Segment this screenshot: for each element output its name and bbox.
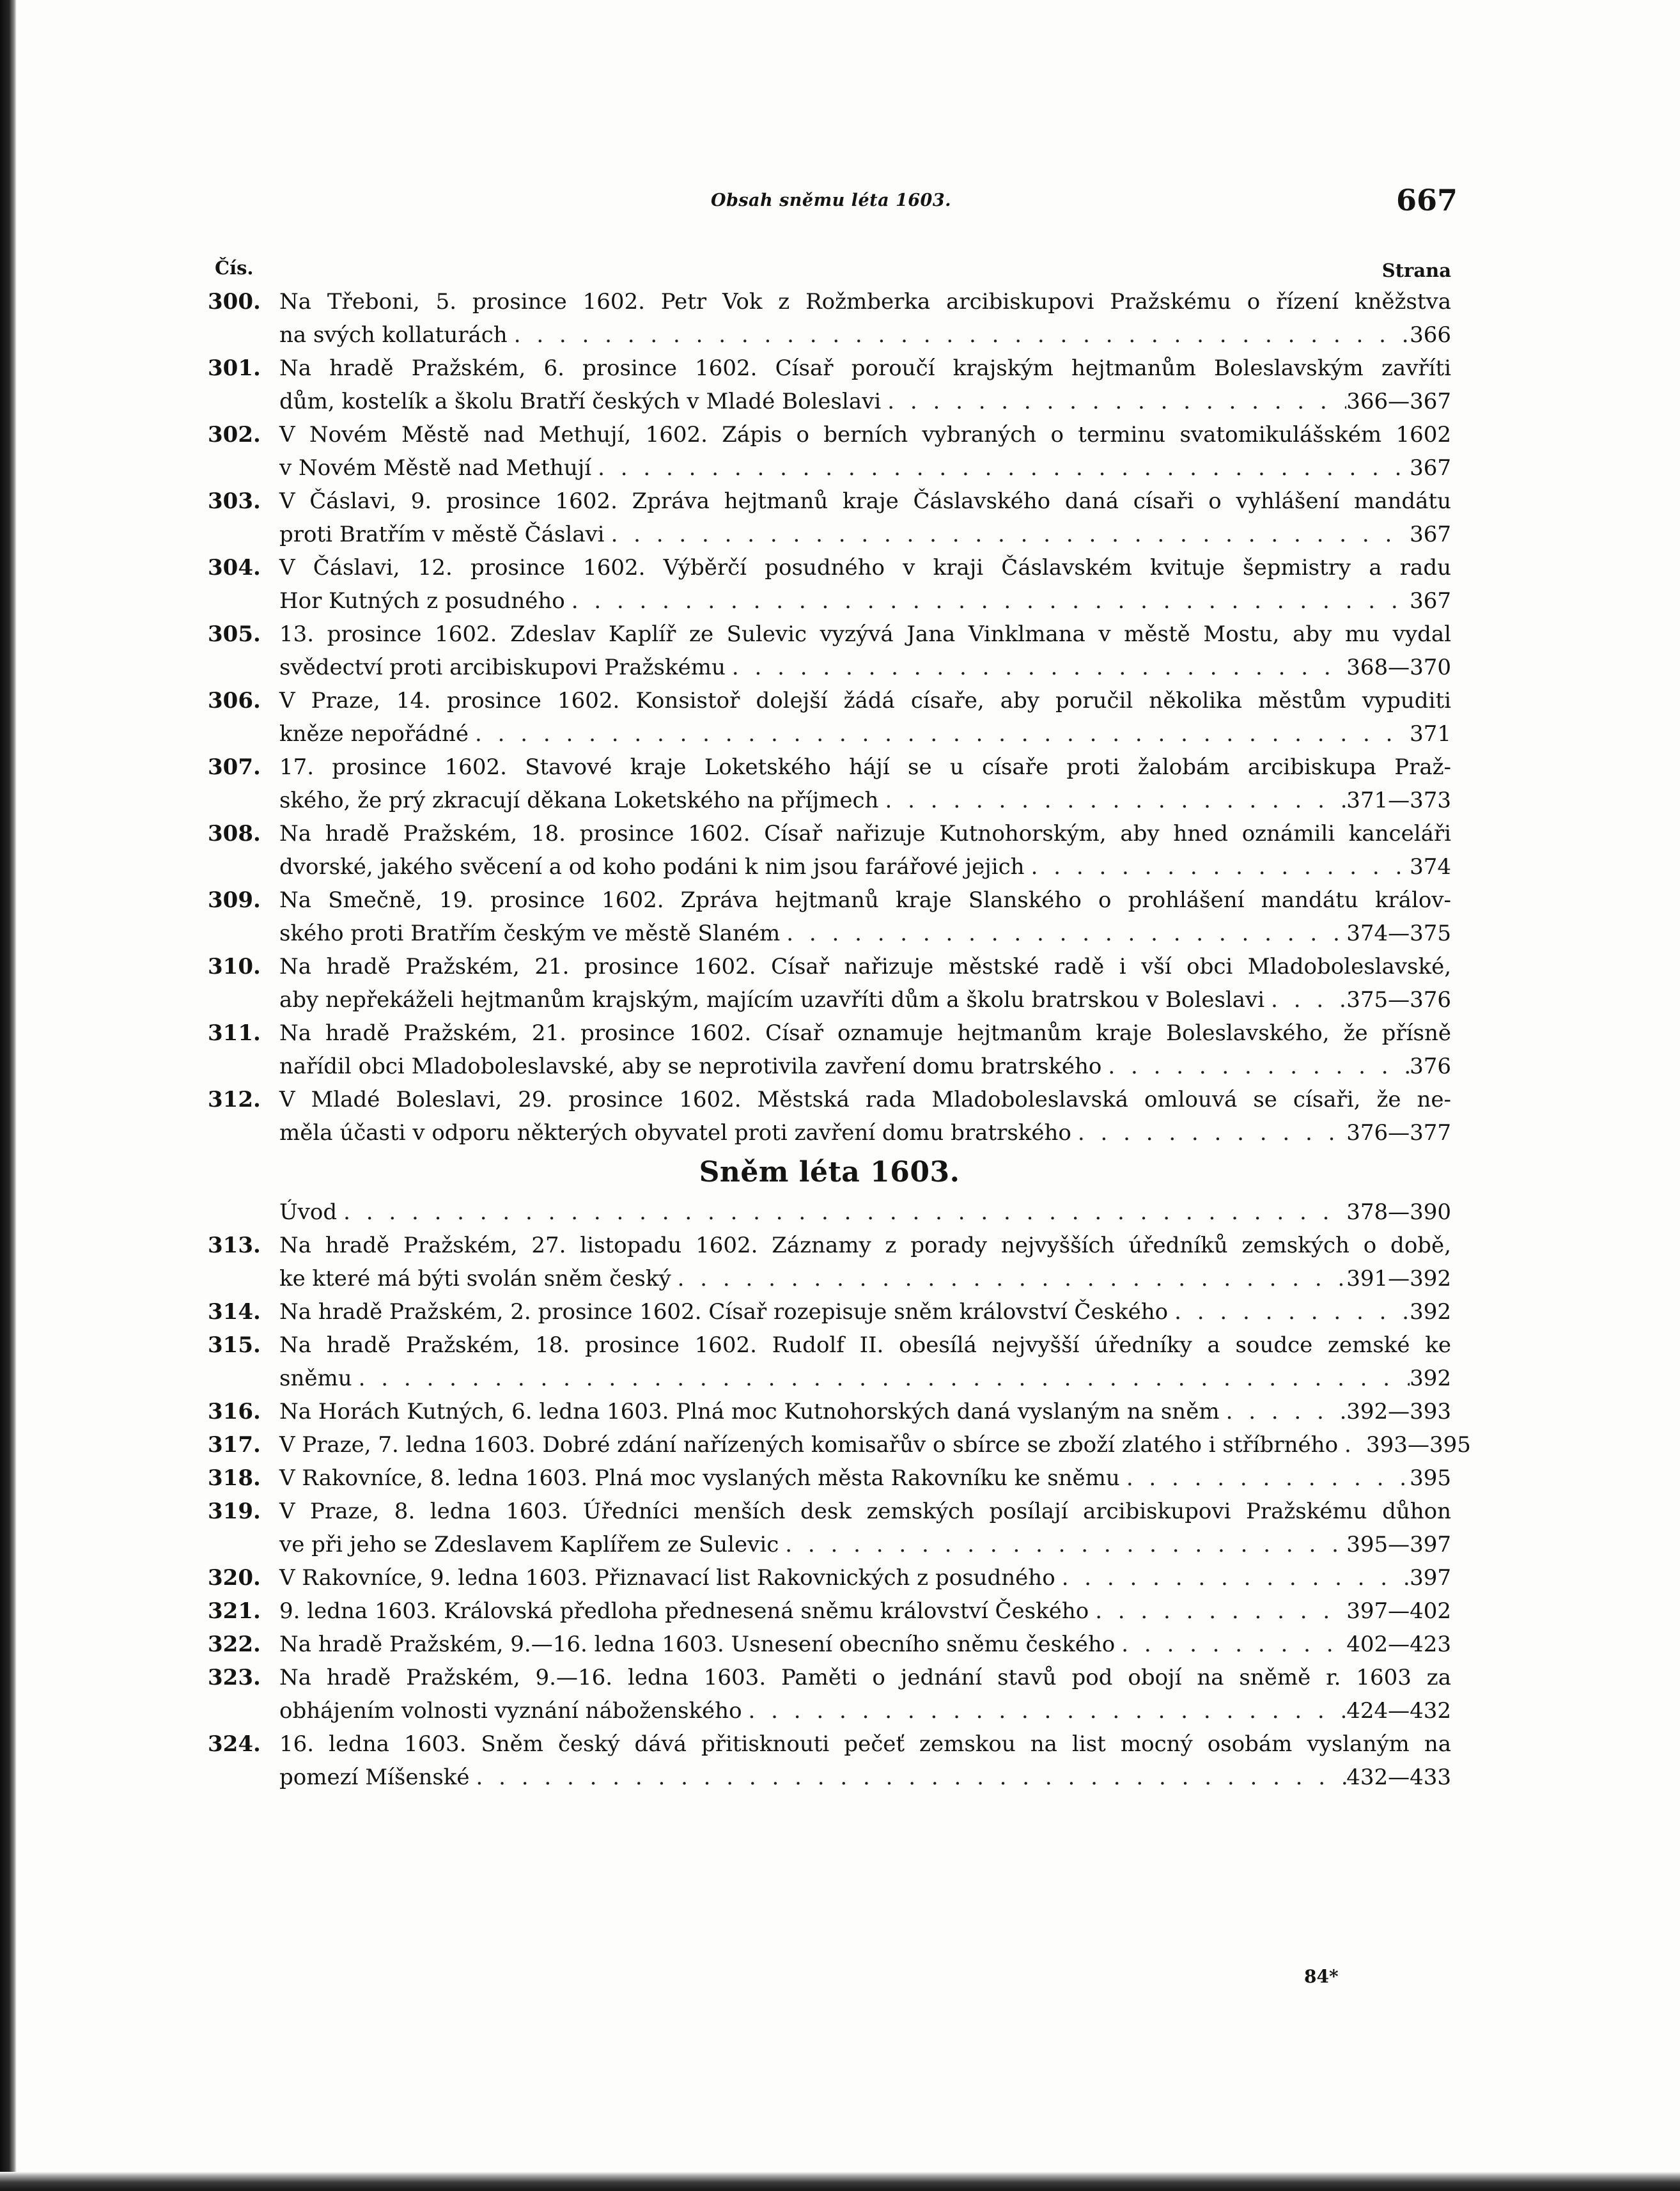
entry-body	[279, 950, 1451, 1017]
entry-last-text: 9. ledna 1603. Královská předloha přednesená sněmu království Českého	[279, 1598, 1089, 1624]
entry-number: 323.	[208, 1665, 261, 1690]
entry-last-text: dvorské, jakého svěcení a od koho podáni k nim jsou farářové jejich	[279, 854, 1025, 880]
entry-last-text: proti Bratřím v městě Čáslavi	[279, 522, 605, 547]
entry-number: 302.	[208, 422, 261, 448]
toc-entry	[208, 751, 1451, 817]
entry-body	[279, 1727, 1451, 1794]
dot-leader	[779, 1528, 1346, 1561]
entry-number: 303.	[208, 488, 261, 514]
toc-entry	[208, 352, 1451, 418]
entry-description: Na hradě Pražském, 21. prosince 1602. Císař nařizuje městské radě i vší obci Mladoboleslavské,	[279, 954, 1451, 979]
dot-leader	[1101, 1050, 1410, 1083]
entry-last-text: aby nepřekáželi hejtmanům krajským, majícím uzavříti dům a školu bratrskou v Boleslavi	[279, 987, 1265, 1013]
entry-page: 397	[1410, 1565, 1451, 1591]
entry-description: V Čáslavi, 12. prosince 1602. Výběrčí posudného v kraji Čáslavském kvituje šepmistry a radu	[279, 555, 1451, 581]
entry-last-line	[279, 584, 1451, 618]
dot-leader	[565, 584, 1410, 618]
entry-body	[279, 1628, 1451, 1661]
entry-page: 378—390	[1346, 1199, 1451, 1225]
toc-entry	[208, 618, 1451, 684]
dot-leader	[337, 1196, 1346, 1229]
toc-entry	[208, 551, 1451, 618]
entry-last-line	[279, 850, 1451, 884]
page-number: 667	[1396, 183, 1458, 217]
entry-last-line	[279, 1462, 1451, 1495]
entry-body	[279, 1229, 1451, 1295]
toc-entry	[208, 1462, 1451, 1495]
entry-last-text: ve při jeho se Zdeslavem Kaplířem ze Sulevic	[279, 1532, 779, 1557]
entry-last-text: ke které má býti svolán sněm český	[279, 1266, 671, 1291]
entry-last-line	[279, 651, 1451, 684]
toc-entry	[208, 285, 1451, 352]
entry-number: 312.	[208, 1087, 261, 1112]
toc-entry	[208, 1083, 1451, 1150]
toc-entry	[208, 1196, 1451, 1229]
entry-last-line	[279, 1694, 1451, 1727]
entry-body	[279, 1196, 1451, 1229]
toc-entry	[208, 418, 1451, 485]
entry-number: 301.	[208, 355, 261, 381]
dot-leader	[1025, 850, 1410, 884]
scan-bottom-edge	[0, 2172, 1680, 2191]
entry-page: 391—392	[1346, 1266, 1451, 1291]
entry-body	[279, 1595, 1451, 1628]
entry-last-text: obhájením volnosti vyznání náboženského	[279, 1698, 742, 1724]
entry-last-line	[279, 1561, 1451, 1595]
entry-page: 402—423	[1346, 1632, 1451, 1657]
entry-last-line	[279, 451, 1451, 485]
entry-description: V Čáslavi, 9. prosince 1602. Zpráva hejtmanů kraje Čáslavského daná císaři o vyhlášení mandátu	[279, 488, 1451, 514]
entry-number: 317.	[208, 1432, 261, 1458]
dot-leader	[742, 1694, 1347, 1727]
dot-leader	[1071, 1116, 1346, 1150]
entry-number: 322.	[208, 1632, 261, 1657]
dot-leader	[881, 385, 1346, 418]
entry-number: 318.	[208, 1465, 261, 1491]
entry-last-text: Na hradě Pražském, 2. prosince 1602. Císař rozepisuje sněm království Českého	[279, 1299, 1169, 1325]
toc-entry	[208, 485, 1451, 551]
entry-page: 375—376	[1346, 987, 1451, 1013]
entry-body	[279, 884, 1451, 950]
toc-entry	[208, 1395, 1451, 1428]
entry-body	[279, 1428, 1471, 1462]
entry-body	[279, 684, 1451, 751]
entry-page: 366—367	[1346, 389, 1451, 414]
entry-number: 319.	[208, 1499, 261, 1524]
entry-last-line	[279, 983, 1451, 1017]
entry-last-line	[279, 318, 1451, 352]
entry-last-line	[279, 1050, 1451, 1083]
entry-last-line	[279, 1761, 1451, 1794]
entry-body	[279, 1495, 1451, 1561]
entry-number: 309.	[208, 887, 261, 913]
entry-description: Na Třeboni, 5. prosince 1602. Petr Vok z Rožmberka arcibiskupovi Pražskému o řízení kněžstva	[279, 289, 1451, 315]
entry-number: 313.	[208, 1233, 261, 1258]
column-header-number: Čís.	[215, 257, 254, 279]
entry-last-text: nařídil obci Mladoboleslavské, aby se neprotivila zavření domu bratrského	[279, 1054, 1102, 1079]
entry-last-text: ského, že prý zkracují děkana Loketského na příjmech	[279, 788, 879, 813]
entry-description: Na hradě Pražském, 27. listopadu 1602. Záznamy z porady nejvyšších úředníků zemských o době,	[279, 1233, 1451, 1258]
entry-last-text: V Rakovníce, 9. ledna 1603. Přiznavací list Rakovnických z posudného	[279, 1565, 1055, 1591]
entry-page: 371	[1410, 721, 1451, 747]
entry-description: Na hradě Pražském, 9.—16. ledna 1603. Paměti o jednání stavů pod obojí na sněmě r. 1603 za	[279, 1665, 1451, 1690]
toc-entry	[208, 1561, 1451, 1595]
toc-entry	[208, 1628, 1451, 1661]
dot-leader	[1089, 1595, 1346, 1628]
entry-page: 367	[1410, 455, 1451, 481]
entry-last-line	[279, 1395, 1451, 1428]
dot-leader	[591, 451, 1410, 485]
entry-last-line	[279, 917, 1451, 950]
entry-number: 320.	[208, 1565, 261, 1591]
dot-leader	[1168, 1295, 1410, 1329]
entry-page: 392	[1410, 1366, 1451, 1391]
entry-page: 392—393	[1346, 1399, 1451, 1424]
dot-leader	[780, 917, 1346, 950]
entry-description: 17. prosince 1602. Stavové kraje Loketského hájí se u císaře proti žalobám arcibiskupa Praž-	[279, 754, 1451, 780]
entry-page: 368—370	[1346, 655, 1451, 680]
dot-leader	[1120, 1462, 1410, 1495]
entry-number: 315.	[208, 1332, 261, 1358]
entry-description: 16. ledna 1603. Sněm český dává přitisknouti pečeť zemskou na list mocný osobám vyslaným na	[279, 1731, 1451, 1757]
entry-last-line	[279, 1428, 1471, 1462]
toc-entry	[208, 1661, 1451, 1727]
toc-entry	[208, 1727, 1451, 1794]
entry-body	[279, 1661, 1451, 1727]
entry-number: 304.	[208, 555, 261, 581]
entry-description: Na hradě Pražském, 21. prosince 1602. Císař oznamuje hejtmanům kraje Boleslavského, že přísně	[279, 1020, 1451, 1046]
dot-leader	[605, 518, 1410, 551]
entry-body	[279, 1017, 1451, 1083]
entry-description: Na hradě Pražském, 18. prosince 1602. Rudolf II. obesílá nejvyšší úředníky a soudce zemské ke	[279, 1332, 1451, 1358]
entry-page: 376—377	[1346, 1120, 1451, 1146]
entry-last-line	[279, 784, 1451, 817]
entry-description: Na Smečně, 19. prosince 1602. Zpráva hejtmanů kraje Slanského o prohlášení mandátu králov-	[279, 887, 1451, 913]
entry-last-text: Úvod	[279, 1199, 338, 1225]
entry-page: 392	[1410, 1299, 1451, 1325]
dot-leader	[1338, 1428, 1366, 1462]
toc-entry	[208, 1295, 1451, 1329]
entry-last-line	[279, 1628, 1451, 1661]
toc-entry	[208, 1017, 1451, 1083]
running-header: Obsah sněmu léta 1603.	[710, 191, 952, 210]
toc-entry	[208, 1595, 1451, 1628]
dot-leader	[469, 717, 1410, 751]
entry-number: 316.	[208, 1399, 261, 1424]
entry-number: 310.	[208, 954, 261, 979]
entry-last-line	[279, 1528, 1451, 1561]
entry-body	[279, 1329, 1451, 1395]
dot-leader	[1264, 983, 1346, 1017]
dot-leader	[1115, 1628, 1346, 1661]
toc-entry	[208, 1329, 1451, 1395]
entry-description: V Mladé Boleslavi, 29. prosince 1602. Městská rada Mladoboleslavská omlouvá se císaři, že ne-	[279, 1087, 1451, 1112]
entry-last-text: Hor Kutných z posudného	[279, 588, 565, 614]
entry-description: V Novém Městě nad Methují, 1602. Zápis o berních vybraných o terminu svatomikulášském 1602	[279, 422, 1451, 448]
entry-page: 367	[1410, 588, 1451, 614]
entry-body	[279, 285, 1451, 352]
entry-body	[279, 1083, 1451, 1150]
entry-number: 321.	[208, 1598, 261, 1624]
entry-body	[279, 817, 1451, 884]
entry-page: 374—375	[1346, 921, 1451, 946]
entry-page: 395	[1410, 1465, 1451, 1491]
entry-page: 371—373	[1346, 788, 1451, 813]
entry-body	[279, 618, 1451, 684]
entry-body	[279, 1295, 1451, 1329]
entry-last-text: kněze nepořádné	[279, 721, 469, 747]
entry-page: 397—402	[1346, 1598, 1451, 1624]
entry-last-text: v Novém Městě nad Methují	[279, 455, 592, 481]
entry-number: 306.	[208, 688, 261, 713]
entry-number: 300.	[208, 289, 261, 315]
toc-list-1603	[208, 1196, 1471, 1794]
toc-entry	[208, 950, 1451, 1017]
entry-last-text: měla účasti v odporu některých obyvatel proti zavření domu bratrského	[279, 1120, 1071, 1146]
entry-number: 305.	[208, 621, 261, 647]
toc-entry	[208, 817, 1451, 884]
entry-page: 393—395	[1366, 1432, 1471, 1458]
dot-leader	[878, 784, 1346, 817]
entry-last-line	[279, 385, 1451, 418]
dot-leader	[508, 318, 1410, 352]
column-header-page: Strana	[1381, 260, 1451, 281]
entry-description: V Praze, 14. prosince 1602. Konsistoř dolejší žádá císaře, aby poručil několika městům vypuditi	[279, 688, 1451, 713]
entry-last-line	[279, 717, 1451, 751]
entry-body	[279, 485, 1451, 551]
toc-entry	[208, 1428, 1471, 1462]
entry-body	[279, 352, 1451, 418]
entry-last-line	[279, 1262, 1451, 1295]
dot-leader	[1220, 1395, 1347, 1428]
entry-description: V Praze, 8. ledna 1603. Úředníci menších desk zemských posílají arcibiskupovi Pražskému důhon	[279, 1499, 1451, 1524]
entry-last-text: pomezí Míšenské	[279, 1765, 470, 1790]
dot-leader	[726, 651, 1346, 684]
entry-number: 324.	[208, 1731, 261, 1757]
dot-leader	[671, 1262, 1347, 1295]
entry-last-text: Na hradě Pražském, 9.—16. ledna 1603. Usnesení obecního sněmu českého	[279, 1632, 1116, 1657]
entry-page: 432—433	[1346, 1765, 1451, 1790]
toc-entry	[208, 884, 1451, 950]
entry-description: 13. prosince 1602. Zdeslav Kaplíř ze Sulevic vyzývá Jana Vinklmana v městě Mostu, aby mu vydal	[279, 621, 1451, 647]
entry-body	[279, 551, 1451, 618]
entry-last-text: dům, kostelík a školu Bratří českých v Mladé Boleslavi	[279, 389, 882, 414]
entry-description: Na hradě Pražském, 6. prosince 1602. Císař poroučí krajským hejtmanům Boleslavským zavříti	[279, 355, 1451, 381]
entry-number: 311.	[208, 1020, 261, 1046]
entry-page: 424—432	[1346, 1698, 1451, 1724]
entry-last-line	[279, 1196, 1451, 1229]
entry-body	[279, 1462, 1451, 1495]
entry-page: 366	[1410, 322, 1451, 348]
entry-body	[279, 1561, 1451, 1595]
entry-page: 395—397	[1346, 1532, 1451, 1557]
entry-last-line	[279, 1595, 1451, 1628]
entry-body	[279, 418, 1451, 485]
entry-last-text: ského proti Bratřím českým ve městě Slaném	[279, 921, 781, 946]
entry-last-line	[279, 518, 1451, 551]
entry-last-text: svědectví proti arcibiskupovi Pražskému	[279, 655, 726, 680]
dot-leader	[470, 1761, 1347, 1794]
dot-leader	[352, 1362, 1410, 1395]
entry-number: 307.	[208, 754, 261, 780]
entry-page: 374	[1410, 854, 1451, 880]
toc-entry	[208, 1229, 1451, 1295]
entry-body	[279, 751, 1451, 817]
entry-last-text: V Rakovníce, 8. ledna 1603. Plná moc vyslaných města Rakovníku ke sněmu	[279, 1465, 1120, 1491]
toc-entry	[208, 1495, 1451, 1561]
entry-last-text: sněmu	[279, 1366, 352, 1391]
entry-number: 314.	[208, 1299, 261, 1325]
entry-last-line	[279, 1295, 1451, 1329]
printer-signature: 84*	[1304, 1966, 1339, 1987]
entry-last-text: Na Horách Kutných, 6. ledna 1603. Plná moc Kutnohorských daná vyslaným na sněm	[279, 1399, 1220, 1424]
entry-page: 367	[1410, 522, 1451, 547]
entry-description: Na hradě Pražském, 18. prosince 1602. Císař nařizuje Kutnohorským, aby hned oznámili kanceláři	[279, 821, 1451, 846]
toc-list-1602	[208, 285, 1451, 1150]
entry-last-text: na svých kollaturách	[279, 322, 508, 348]
entry-body	[279, 1395, 1451, 1428]
toc-entry	[208, 684, 1451, 751]
section-title: Sněm léta 1603.	[699, 1156, 960, 1189]
dot-leader	[1055, 1561, 1410, 1595]
entry-number: 308.	[208, 821, 261, 846]
entry-last-line	[279, 1116, 1451, 1150]
entry-last-line	[279, 1362, 1451, 1395]
scan-left-edge	[0, 0, 17, 2191]
entry-last-text: V Praze, 7. ledna 1603. Dobré zdání nařízených komisařův o sbírce se zboží zlatého i stříbrného	[279, 1432, 1339, 1458]
entry-page: 376	[1410, 1054, 1451, 1079]
